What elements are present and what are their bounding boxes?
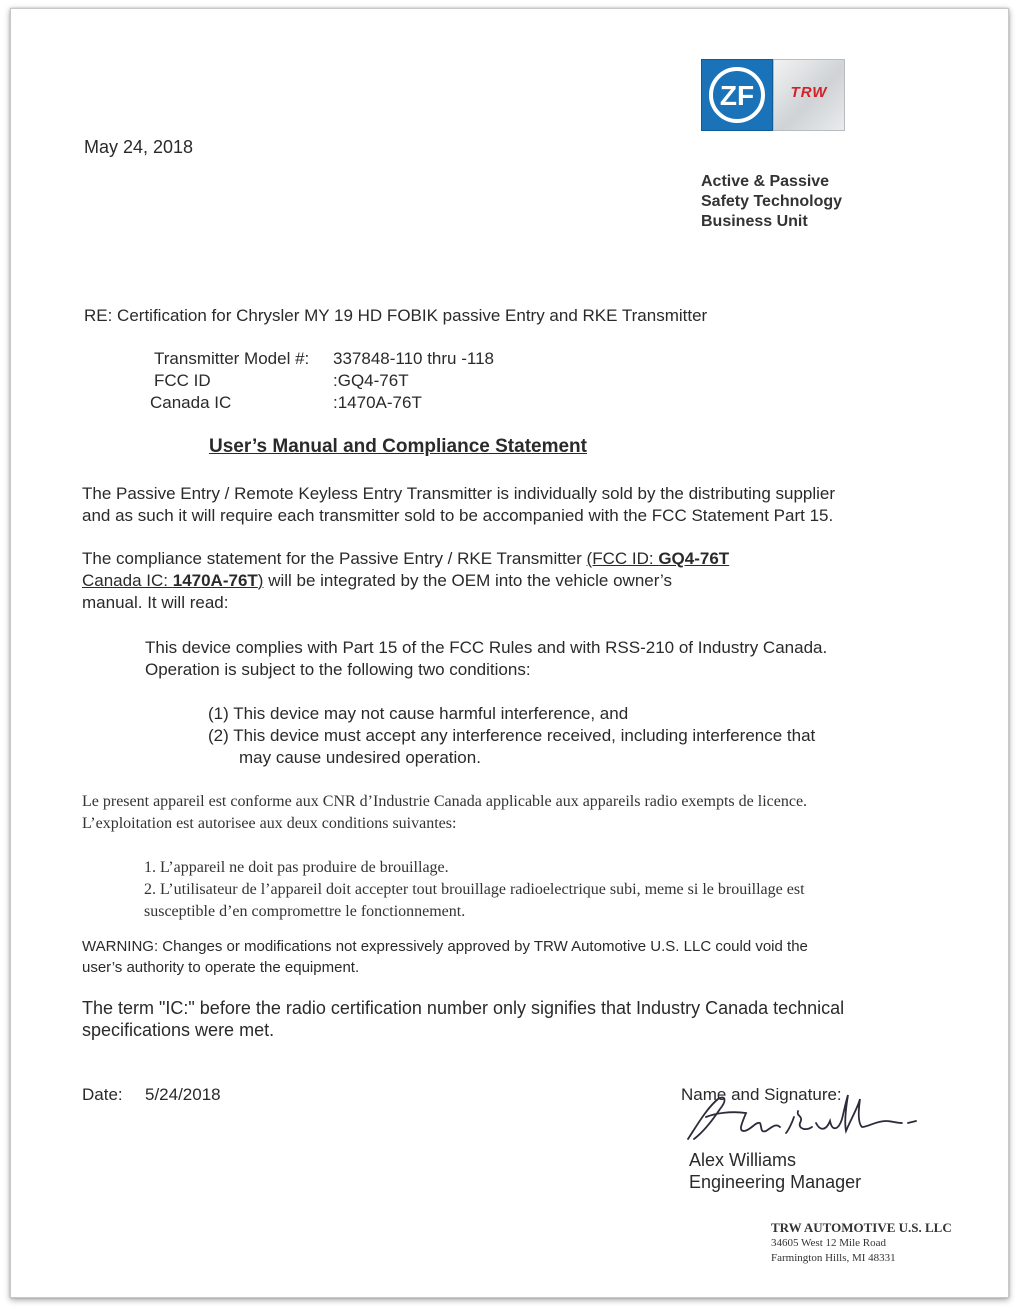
paragraph-line: and as such it will require each transmitter sold to be accompanied with the FCC Statement Part 15. bbox=[82, 506, 834, 525]
canada-ic-close: ) bbox=[257, 571, 264, 590]
ic-note-line: specifications were met. bbox=[82, 1020, 275, 1040]
paragraph-text: will be integrated by the OEM into the vehicle owner’s bbox=[263, 571, 672, 590]
paragraph-line: manual. It will read: bbox=[82, 593, 229, 612]
id-value: :1470A-76T bbox=[333, 393, 422, 412]
zf-logo-mark bbox=[702, 60, 772, 130]
business-unit-line: Safety Technology bbox=[701, 193, 843, 210]
fcc-id-label: (FCC ID: bbox=[586, 549, 659, 568]
trw-logo bbox=[773, 59, 845, 131]
paragraph-line bbox=[82, 548, 729, 570]
id-value: 337848-110 thru -118 bbox=[333, 349, 494, 368]
warning-line: WARNING: Changes or modifications not expressively approved by TRW Automotive U.S. LLC could void the bbox=[82, 938, 808, 955]
id-label: Canada IC bbox=[150, 393, 232, 412]
id-label: Transmitter Model #: bbox=[154, 349, 310, 368]
business-unit-line: Active & Passive bbox=[701, 173, 830, 190]
id-value: :GQ4-76T bbox=[333, 371, 409, 390]
date-value: 5/24/2018 bbox=[145, 1085, 221, 1104]
company-name: TRW AUTOMOTIVE U.S. LLC bbox=[771, 1220, 952, 1235]
fcc-statement-line: This device complies with Part 15 of the FCC Rules and with RSS-210 of Industry Canada. bbox=[145, 638, 828, 657]
id-label: FCC ID bbox=[154, 371, 211, 390]
section-title: User’s Manual and Compliance Statement bbox=[209, 436, 587, 457]
paragraph-line bbox=[82, 570, 672, 592]
re-line: RE: Certification for Chrysler MY 19 HD FOBIK passive Entry and RKE Transmitter bbox=[84, 306, 708, 325]
signature-label: Name and Signature: bbox=[681, 1085, 842, 1104]
handwritten-signature bbox=[676, 1087, 926, 1147]
document-page bbox=[10, 8, 1009, 1298]
letter-date: May 24, 2018 bbox=[84, 137, 194, 157]
warning-line: user’s authority to operate the equipment. bbox=[82, 959, 360, 976]
business-unit-line: Business Unit bbox=[701, 213, 808, 230]
signatory-role: Engineering Manager bbox=[689, 1172, 862, 1192]
condition-item: may cause undesired operation. bbox=[239, 748, 481, 767]
french-statement-line: L’exploitation est autorisee aux deux conditions suivantes: bbox=[82, 815, 457, 832]
paragraph-text: The compliance statement for the Passive Entry / RKE Transmitter bbox=[82, 549, 587, 568]
date-label: Date: bbox=[82, 1085, 123, 1104]
zf-logo-text: ZF bbox=[719, 80, 755, 111]
zf-logo bbox=[701, 59, 773, 131]
french-item: 2. L’utilisateur de l’appareil doit accepter tout brouillage radioelectrique subi, meme si le brouillage est bbox=[144, 881, 805, 898]
ic-note-line: The term "IC:" before the radio certification number only signifies that Industry Canada technical bbox=[82, 998, 845, 1018]
paragraph-line: The Passive Entry / Remote Keyless Entry Transmitter is individually sold by the distributing supplier bbox=[82, 484, 836, 503]
trw-logo-text: TRW bbox=[790, 84, 828, 101]
company-address-line: 34605 West 12 Mile Road bbox=[771, 1237, 887, 1249]
signatory-name: Alex Williams bbox=[689, 1150, 797, 1170]
company-address bbox=[771, 1219, 952, 1266]
fcc-statement-line: Operation is subject to the following two conditions: bbox=[145, 660, 531, 679]
condition-item: (1) This device may not cause harmful interference, and bbox=[208, 704, 629, 723]
french-item: 1. L’appareil ne doit pas produire de brouillage. bbox=[144, 859, 449, 876]
french-item: susceptible d’en compromettre le fonctionnement. bbox=[144, 903, 466, 920]
canada-ic-value: 1470A-76T bbox=[172, 571, 258, 590]
french-statement-line: Le present appareil est conforme aux CNR d’Industrie Canada applicable aux appareils radio exempts de licence. bbox=[82, 793, 808, 810]
fcc-id-value: GQ4-76T bbox=[658, 549, 730, 568]
condition-item: (2) This device must accept any interference received, including interference that bbox=[208, 726, 816, 745]
canada-ic-label: Canada IC: bbox=[82, 571, 173, 590]
company-address-line: Farmington Hills, MI 48331 bbox=[771, 1252, 896, 1264]
business-unit bbox=[701, 172, 842, 232]
